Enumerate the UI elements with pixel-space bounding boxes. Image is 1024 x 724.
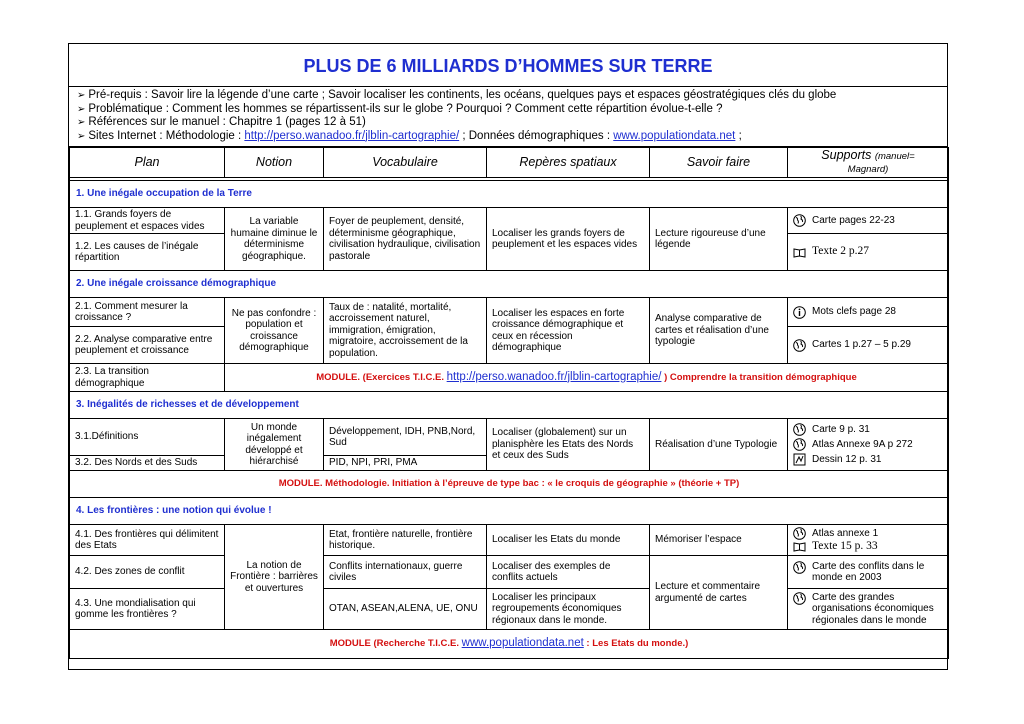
savoir-cell: Analyse comparative de cartes et réalisation d’une typologie (650, 298, 788, 364)
header-reperes: Repères spatiaux (487, 148, 650, 178)
vocab-cell: Taux de : natalité, mortalité, accroissement naturel, immigration, émigration, migratoire, accroissement de la population. (324, 298, 487, 364)
plan-cell: 3.1.Définitions (70, 419, 225, 456)
plan-cell: 3.2. Des Nords et des Suds (70, 456, 225, 471)
notion-cell: La variable humaine diminue le déterminisme géographique. (225, 208, 324, 271)
reperes-cell: Localiser des exemples de conflits actuels (487, 556, 650, 589)
header-row (70, 148, 949, 178)
vocab-cell: OTAN, ASEAN,ALENA, UE, ONU (324, 589, 487, 630)
reperes-cell: Localiser les Etats du monde (487, 525, 650, 556)
vocab-cell: Foyer de peuplement, densité, déterminisme géographique, civilisation hydraulique, civilisation pastorale (324, 208, 487, 271)
table-row (70, 208, 949, 234)
arrow-bullet-icon: ➢ (77, 117, 86, 128)
support-cell: Cartes 1 p.27 – 5 p.29 (788, 327, 949, 364)
module-row (70, 364, 949, 392)
module-row (70, 630, 949, 659)
section-title: 4. Les frontières : une notion qui évolue ! (70, 498, 949, 525)
section-1-row (70, 181, 949, 208)
module-cell: MODULE. Méthodologie. Initiation à l’épreuve de type bac : « le croquis de géographie » (théorie + TP) (70, 471, 949, 498)
sites-line: ➢ Sites Internet : Méthodologie : http://perso.wanadoo.fr/jlblin-cartographie/ ; Données démographiques : www.populationdata.net ; (77, 129, 742, 142)
page-title: PLUS DE 6 MILLIARDS D’HOMMES SUR TERRE (69, 44, 947, 87)
prereq-line: ➢ Pré-requis : Savoir lire la légende d’une carte ; Savoir localiser les continents, les océans, quelques pays et espaces géostratégiques clés du globe (77, 89, 837, 101)
references-line: ➢ Références sur le manuel : Chapitre 1 (pages 12 à 51) (77, 116, 366, 128)
notion-cell: La notion de Frontière : barrières et ouvertures (225, 525, 324, 630)
lesson-table (69, 147, 949, 659)
header-vocabulaire: Vocabulaire (324, 148, 487, 178)
arrow-bullet-icon: ➢ (77, 90, 86, 101)
savoir-cell: Réalisation d’une Typologie (650, 419, 788, 471)
section-4-row (70, 498, 949, 525)
vocab-cell: Développement, IDH, PNB,Nord, Sud (324, 419, 487, 456)
arrow-bullet-icon: ➢ (77, 130, 86, 142)
tice-link[interactable]: http://perso.wanadoo.fr/jlblin-cartographie/ (446, 370, 662, 383)
plan-cell: 1.2. Les causes de l’inégale répartition (70, 234, 225, 271)
reperes-cell: Localiser les espaces en forte croissance démographique et ceux en récession démographique (487, 298, 650, 364)
plan-cell: 2.2. Analyse comparative entre peuplement et croissance (70, 327, 225, 364)
table-row (70, 589, 949, 630)
plan-cell: 2.1. Comment mesurer la croissance ? (70, 298, 225, 327)
header-notion: Notion (225, 148, 324, 178)
support-cell: Atlas annexe 1 Texte 15 p. 33 (788, 525, 949, 556)
support-cell: Mots clefs page 28 (788, 298, 949, 327)
lesson-sheet (68, 43, 948, 670)
table-row (70, 556, 949, 589)
plan-cell: 1.1. Grands foyers de peuplement et espaces vides (70, 208, 225, 234)
support-cell: Texte 2 p.27 (788, 234, 949, 271)
book-icon (793, 246, 806, 259)
reperes-cell: Localiser les principaux regroupements économiques régionaux dans le monde. (487, 589, 650, 630)
book-icon (793, 540, 806, 553)
savoir-cell: Lecture et commentaire argumenté de cartes (650, 556, 788, 630)
vocab-cell: PID, NPI, PRI, PMA (324, 456, 487, 471)
table-row (70, 298, 949, 327)
vocab-cell: Etat, frontière naturelle, frontière historique. (324, 525, 487, 556)
globe-icon (793, 214, 806, 227)
problem-line: ➢ Problématique : Comment les hommes se répartissent-ils sur le globe ? Pourquoi ? Comment cette répartition évolue-t-elle ? (77, 102, 723, 115)
support-cell: Carte 9 p. 31 Atlas Annexe 9A p 272 Dessin 12 p. 31 (788, 419, 949, 471)
table-row (70, 525, 949, 556)
module-cell: MODULE. (Exercices T.I.C.E. http://perso.wanadoo.fr/jlblin-cartographie/ ) Comprendre la transition démographique (225, 364, 949, 392)
support-cell: Carte pages 22-23 (788, 208, 949, 234)
table-row (70, 419, 949, 456)
drawing-icon (793, 453, 806, 466)
prerequisites-block (69, 86, 947, 147)
plan-cell: 4.3. Une mondialisation qui gomme les frontières ? (70, 589, 225, 630)
globe-icon (793, 339, 806, 352)
plan-cell: 2.3. La transition démographique (70, 364, 225, 392)
globe-icon (793, 438, 806, 451)
notion-cell: Un monde inégalement développé et hiérarchisé (225, 419, 324, 471)
arrow-bullet-icon: ➢ (77, 103, 86, 115)
info-icon (793, 306, 806, 319)
reperes-cell: Localiser les grands foyers de peuplement et les espaces vides (487, 208, 650, 271)
vocab-cell: Conflits internationaux, guerre civiles (324, 556, 487, 589)
section-2-row (70, 271, 949, 298)
globe-icon (793, 423, 806, 436)
reperes-cell: Localiser (globalement) sur un planisphère les Etats des Nords et ceux des Suds (487, 419, 650, 471)
populationdata-link[interactable]: www.populationdata.net (613, 129, 736, 142)
section-title: 2. Une inégale croissance démographique (70, 271, 949, 298)
populationdata-module-link[interactable]: www.populationdata.net (461, 637, 584, 650)
support-cell: Carte des grandes organisations économiques régionales dans le monde (788, 589, 949, 630)
savoir-cell: Mémoriser l’espace (650, 525, 788, 556)
savoir-cell: Lecture rigoureuse d’une légende (650, 208, 788, 271)
header-savoir-faire: Savoir faire (650, 148, 788, 178)
section-title: 3. Inégalités de richesses et de développement (70, 392, 949, 419)
plan-cell: 4.2. Des zones de conflit (70, 556, 225, 589)
header-supports: Supports (manuel= Magnard) (788, 148, 949, 178)
globe-icon (793, 561, 806, 574)
globe-icon (793, 592, 806, 605)
support-cell: Carte des conflits dans le monde en 2003 (788, 556, 949, 589)
notion-cell: Ne pas confondre : population et croissance démographique (225, 298, 324, 364)
section-title: 1. Une inégale occupation de la Terre (70, 181, 949, 208)
plan-cell: 4.1. Des frontières qui délimitent des Etats (70, 525, 225, 556)
globe-icon (793, 527, 806, 540)
module-cell: MODULE (Recherche T.I.C.E. www.populationdata.net : Les Etats du monde.) (70, 630, 949, 659)
methodology-link[interactable]: http://perso.wanadoo.fr/jlblin-cartographie/ (244, 129, 460, 142)
module-row (70, 471, 949, 498)
header-plan: Plan (70, 148, 225, 178)
section-3-row (70, 392, 949, 419)
